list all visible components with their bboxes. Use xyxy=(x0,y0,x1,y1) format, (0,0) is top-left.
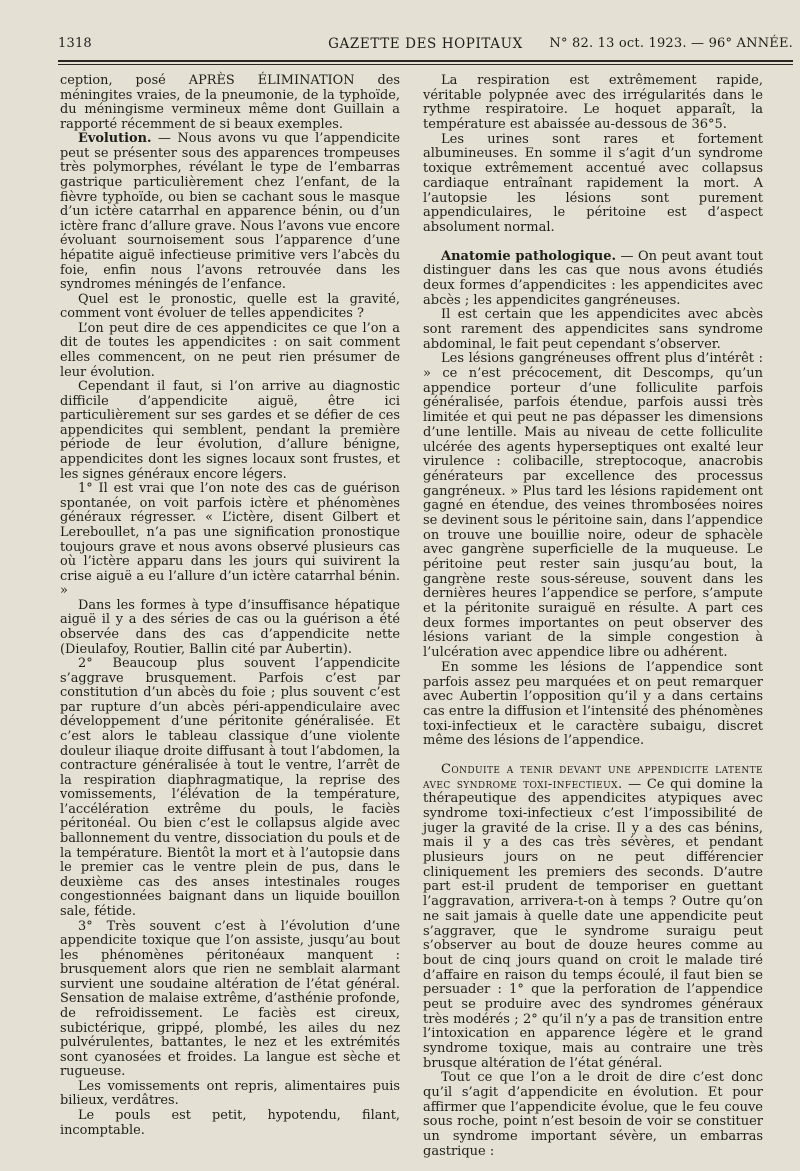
paragraph xyxy=(60,293,400,322)
paragraph xyxy=(60,74,400,132)
paragraph xyxy=(60,1080,400,1109)
paragraph-text: Tout ce que l’on a le droit de dire c’est donc qu’il s’agit d’appendicite en évolution. Et pour affirmer que l’appendicite évolue, que le feu couve sous roche, point n’est besoin de voir se constituer un syndrome important sévère, un embarras gastrique : xyxy=(423,1070,763,1159)
paragraph xyxy=(423,308,763,352)
paragraph-text: — Nous avons vu que l’appendicite peut se présenter sous des apparences trompeuses très polymorphes, révélant le type de l’embarras gastrique particulièrement chez l’enfant, de la fièvre typhoïde, ou bien se cachant sous le masque d’un ictère catarrhal en apparence bénin, ou d’un ictère franc d’allure grave. Nous l’avons vue encore évoluant sournoisement sous l’apparence d’une hépatite aiguë infectieuse primitive vers l’abcès du foie, enfin nous l’avons retrouvée dans les syndromes méningés de l’enfance. xyxy=(60,131,400,293)
paragraph-text: 3° Très souvent c’est à l’évolution d’une appendicite toxique que l’on assiste, jusqu’au bout les phénomènes péritonéaux manquent : brusquement alors que rien ne semblait alarmant survient une soudaine altération de l’état général. Sensation de malaise extrême, d’asthénie profonde, de refroidissement. Le faciès est cireux, subictérique, grippé, plombé, les ailes du nez pulvérulentes, battantes, le nez et les extrémités sont cyanosées et froides. La langue est sèche et rugueuse. xyxy=(60,918,400,1080)
paragraph-text: — On peut avant tout distinguer dans les cas que nous avons étudiés deux formes d’appendicites : les appendicites avec abcès ; les appendicites gangréneuses. xyxy=(423,248,763,308)
paragraph xyxy=(60,1109,400,1138)
left-column xyxy=(60,74,400,1138)
paragraph xyxy=(60,322,400,380)
paragraph-text: Il est certain que les appendicites avec abcès sont rarement des appendicites sans syndrome abdominal, le fait peut cependant s’observer. xyxy=(423,307,763,352)
paragraph xyxy=(423,74,763,133)
journal-title: GAZETTE DES HOPITAUX xyxy=(328,36,523,52)
paragraph xyxy=(60,657,400,919)
paragraph xyxy=(60,132,400,292)
paragraph-text: — Ce qui domine la thérapeutique des appendicites atypiques avec syndrome toxi-infectieux c’est l’impossibilité de juger la gravité de la crise. Il y a des cas bénins, mais il y a des cas très sévères, et pendant plusieurs jours on ne peut différencier cliniquement les premiers des seconds. D’autre part est-il prudent de temporiser en guettant l’aggravation, arrivera-t-on à temps ? Outre qu’on ne sait jamais à quelle date une appendicite peut s’aggraver, que le syndrome suraigu peut s’observer au bout de douze heures comme au bout de cinq jours quand on croit le malade tiré d’affaire en raison du temps écoulé, il faut bien se persuader : 1° que la perforation de l’appendice peut se produire avec des syndromes généraux très modérés ; 2° qu’il n’y a pas de transition entre l’intoxication en apparence légère et le grand syndrome toxique, mais au contraire une très brusque altération de l’état général. xyxy=(423,776,764,1071)
paragraph xyxy=(423,763,763,1071)
paragraph-text: En somme les lésions de l’appendice sont parfois assez peu marquées et on peut remarquer avec Aubertin l’opposition qu’il y a dans certains cas entre la diffusion et l’intensité des phénomènes toxi-infectieux et le caractère subaigu, discret même des lésions de l’appendice. xyxy=(423,659,763,749)
paragraph xyxy=(423,250,763,309)
header-rule-bottom xyxy=(58,64,793,65)
paragraph xyxy=(60,482,400,599)
right-column xyxy=(423,74,763,1160)
section-heading: Conduite a tenir devant une appendicite latente avec syndrome toxi-infectieux. xyxy=(423,761,763,792)
paragraph-text: Quel est le pronostic, quelle est la gravité, comment vont évoluer de telles appendicites ? xyxy=(60,291,400,322)
paragraph-text: 2° Beaucoup plus souvent l’appendicite s’aggrave brusquement. Parfois c’est par constitution d’un abcès du foie ; plus souvent c’est par rupture d’un abcès péri-appendiculaire avec développement d’une péritonite généralisée. Et c’est alors le tableau classique d’une violente douleur iliaque droite diffusant à tout l’abdomen, la contracture généralisée à tout le ventre, l’arrêt de la respiration diaphragmatique, la reprise des vomissements, l’élévation de la température, l’accélération extrême du pouls, le faciès péritonéal. Ou bien c’est le collapsus algide avec ballonnement du ventre, dissociation du pouls et de la température. Bientôt la mort et à l’autopsie dans le premier cas le ventre plein de pus, dans le deuxième cas des anses intestinales rouges congestionnées baignant dans un liquide bouillon sale, fétide. xyxy=(60,656,400,919)
paragraph xyxy=(60,380,400,482)
paragraph xyxy=(60,920,400,1080)
paragraph-text: La respiration est extrêmement rapide, véritable polypnée avec des irrégularités dans le rythme respiratoire. Le hoquet apparaît, la température est abaissée au-dessous de 36°5. xyxy=(423,73,763,133)
issue-info: N° 82. 13 oct. 1923. — 96° ANNÉE. xyxy=(549,36,793,51)
paragraph-text: L’on peut dire de ces appendicites ce que l’on a dit de toutes les appendicites : on sait comment elles commencent, on ne peut rien présumer de leur évolution. xyxy=(60,320,400,380)
page-header xyxy=(58,36,793,58)
paragraph-text: ception, posé APRÈS ÉLIMINATION des méningites vraies, de la pneumonie, de la typhoïde, du méningisme vermineux même dont Guillain a rapporté récemment de si beaux exemples. xyxy=(60,73,400,132)
paragraph xyxy=(423,352,763,660)
page-number: 1318 xyxy=(58,36,92,51)
paragraph-text: Le pouls est petit, hypotendu, filant, incomptable. xyxy=(60,1108,400,1138)
paragraph xyxy=(423,133,763,236)
paragraph xyxy=(60,599,400,657)
paragraph-text: Dans les formes à type d’insuffisance hépatique aiguë il y a des séries de cas ou la guérison a été observée dans des cas d’appendicite nette (Dieulafoy, Routier, Ballin cité par Aubertin). xyxy=(60,597,400,657)
paragraph-text: Les urines sont rares et fortement albumineuses. En somme il s’agit d’un syndrome toxique extrêmement accentué avec collapsus cardiaque entraînant rapidement la mort. A l’autopsie les lésions sont purement appendiculaires, le péritoine est d’aspect absolument normal. xyxy=(423,131,763,235)
paragraph xyxy=(423,1071,763,1159)
section-heading: Anatomie pathologique. xyxy=(441,248,617,264)
paragraph-text: Les vomissements ont repris, alimentaires puis bilieux, verdâtres. xyxy=(60,1078,400,1109)
section-heading: Evolution. xyxy=(78,131,152,147)
paragraph-text: Les lésions gangréneuses offrent plus d’intérêt : » ce n’est précocement, dit Descomps, qu’un appendice porteur d’une folliculite parfois généralisée, parfois étendue, parfois aussi très limitée et qui peut ne pas dépasser les dimensions d’une lentille. Mais au niveau de cette folliculite ulcérée des agents hyperseptiques ont exalté leur virulence : colibacille, streptocoque, anacrobis générateurs par excellence des processus gangréneux. » Plus tard les lésions rapidement ont gagné en étendue, des veines thrombosées noires se devinent sous le péritoine sain, dans l’appendice on trouve une bouillie noire, odeur de sphacèle avec gangrène superficielle de la muqueuse. Le péritoine peut rester sain jusqu’au bout, la gangrène reste sous-séreuse, souvent dans les dernières heures l’appendice se perfore, s’ampute et la péritonite suraiguë en résulte. A part ces deux formes importantes on peut observer des lésions variant de la simple congestion à l’ulcération avec appendice libre ou adhérent. xyxy=(423,351,763,661)
header-rule-top xyxy=(58,60,793,62)
paragraph xyxy=(423,661,763,749)
paragraph-text: Cependant il faut, si l’on arrive au diagnostic difficile d’appendicite aiguë, être ici particulièrement sur ses gardes et se défier de ces appendicites qui semblent, pendant la première période de leur évolution, d’allure bénigne, appendicites dont les signes locaux sont frustes, et les signes généraux encore légers. xyxy=(60,379,400,482)
paragraph-text: 1° Il est vrai que l’on note des cas de guérison spontanée, on voit parfois ictère et phénomènes généraux régresser. « L’ictère, disent Gilbert et Lereboullet, n’a pas une signification pronostique toujours grave et nous avons observé plusieurs cas où l’ictère apparu dans les jours qui suivirent la crise aiguë a eu l’allure d’un ictère catarrhal bénin. » xyxy=(60,481,400,599)
